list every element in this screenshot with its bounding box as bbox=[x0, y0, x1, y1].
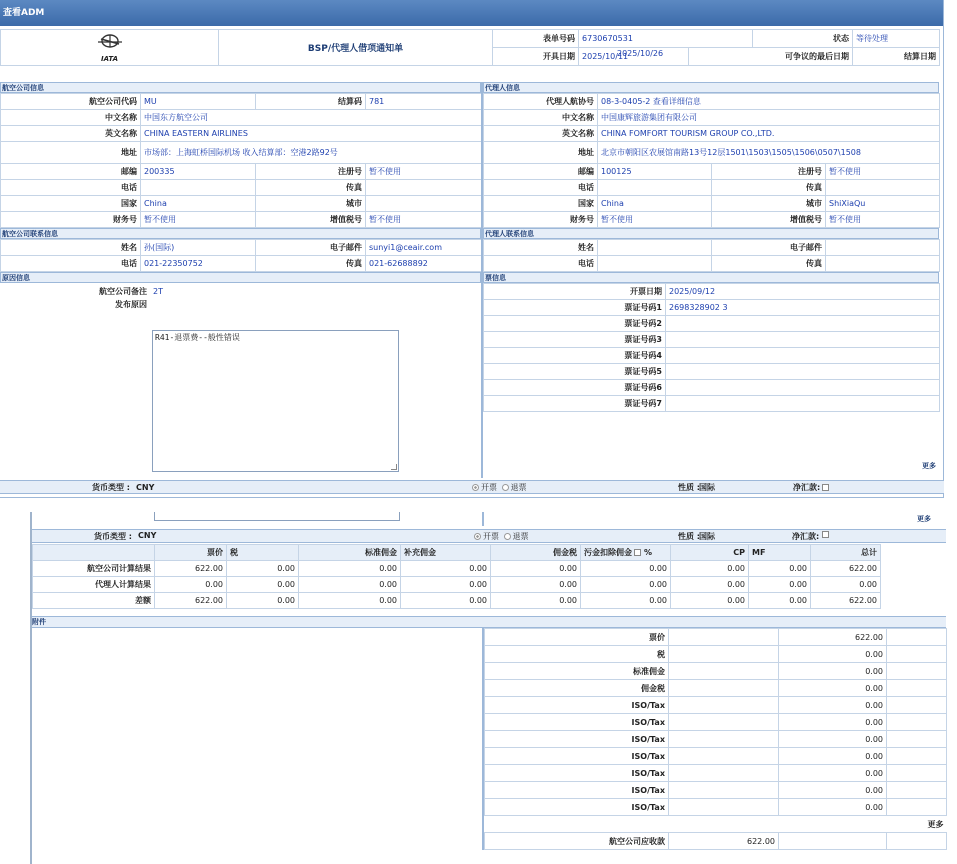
airline-contact-heading: 航空公司联系信息 bbox=[0, 228, 481, 239]
airline-tel-value bbox=[141, 180, 256, 196]
agent-cn-value: 中国康辉旅游集团有限公司 bbox=[598, 110, 940, 126]
calc-cell: 0.00 bbox=[401, 593, 491, 609]
currency-label-2: 货币类型 : bbox=[94, 532, 132, 541]
summary-value: 0.00 bbox=[779, 680, 887, 697]
issue-radio-label: 开票 bbox=[481, 483, 497, 492]
open-date-label: 开具日期 bbox=[493, 48, 579, 66]
agent-tel-value bbox=[598, 180, 712, 196]
calculation-window bbox=[30, 512, 944, 864]
calc-header-deduct bbox=[581, 545, 671, 561]
calc-cell: 622.00 bbox=[811, 561, 881, 577]
summary-label: ISO/Tax bbox=[485, 731, 669, 748]
summary-value: 0.00 bbox=[779, 799, 887, 816]
agent-city-value: ShiXiaQu bbox=[826, 196, 940, 212]
summary-more-link[interactable]: 更多 bbox=[485, 816, 947, 833]
calc-table bbox=[32, 544, 947, 609]
calc-cell: 0.00 bbox=[581, 561, 671, 577]
attachment-heading: 附件 bbox=[32, 616, 946, 628]
open-date-value: 2025/10/11 bbox=[579, 48, 689, 66]
reason-label: 发布原因 bbox=[115, 300, 147, 309]
airline-en-label: 英文名称 bbox=[1, 126, 141, 142]
calc-cell: 0.00 bbox=[227, 561, 299, 577]
agent-contact-email-label: 电子邮件 bbox=[712, 240, 826, 256]
calc-cell: 622.00 bbox=[155, 593, 227, 609]
calc-row-diff bbox=[33, 593, 947, 609]
agent-country-value: China bbox=[598, 196, 712, 212]
agent-tel-label: 电话 bbox=[484, 180, 598, 196]
agent-vat-value: 暂不使用 bbox=[826, 212, 940, 228]
ticket-no-label-2: 票证号码2 bbox=[484, 316, 666, 332]
calc-header-total: 总计 bbox=[811, 545, 881, 561]
calc-row-label: 差额 bbox=[33, 593, 155, 609]
settle-code-label: 结算码 bbox=[256, 94, 366, 110]
calc-cell: 622.00 bbox=[155, 561, 227, 577]
airline-vat-label: 增值税号 bbox=[256, 212, 366, 228]
settle-date-label: 结算日期 bbox=[853, 48, 940, 66]
airline-contact-email-value: sunyi1@ceair.com bbox=[366, 240, 482, 256]
agent-contact-fax-label: 传真 bbox=[712, 256, 826, 272]
ticket-no-value-2 bbox=[666, 316, 940, 332]
ticket-no-value-5 bbox=[666, 364, 940, 380]
document-title: BSP/代理人借项通知单 bbox=[219, 30, 493, 66]
net-remit-checkbox[interactable] bbox=[822, 484, 829, 491]
iata-logo-text: IATA bbox=[100, 54, 118, 63]
calc-cell: 0.00 bbox=[671, 593, 749, 609]
status-value: 等待处理 bbox=[853, 30, 940, 48]
airline-zip-value: 200335 bbox=[141, 164, 256, 180]
reason-table bbox=[0, 283, 481, 315]
summary-value: 0.00 bbox=[779, 646, 887, 663]
agent-en-value: CHINA FOMFORT TOURISM GROUP CO.,LTD. bbox=[598, 126, 940, 142]
issue-date-label: 开票日期 bbox=[484, 284, 666, 300]
summary-label: 票价 bbox=[485, 629, 669, 646]
receivable-label: 航空公司应收款 bbox=[485, 833, 669, 850]
airline-city-label: 城市 bbox=[256, 196, 366, 212]
airline-tel-label: 电话 bbox=[1, 180, 141, 196]
net-remit-label-2: 净汇款: bbox=[792, 532, 820, 541]
airline-fin-label: 财务号 bbox=[1, 212, 141, 228]
form-no-label: 表单号码 bbox=[493, 30, 579, 48]
net-remit-checkbox-2[interactable] bbox=[822, 531, 829, 538]
calc-header-pct: % bbox=[644, 548, 653, 557]
summary-label: 佣金税 bbox=[485, 680, 669, 697]
calc-cell: 0.00 bbox=[491, 593, 581, 609]
airline-city-value bbox=[366, 196, 482, 212]
ticket-no-label-6: 票证号码6 bbox=[484, 380, 666, 396]
agent-addr-label: 地址 bbox=[484, 142, 598, 164]
net-remit-label: 净汇款: bbox=[793, 483, 821, 492]
calc-cell: 0.00 bbox=[155, 577, 227, 593]
airline-info-table bbox=[0, 93, 482, 228]
ticket-no-label-7: 票证号码7 bbox=[484, 396, 666, 412]
calc-cell: 0.00 bbox=[811, 577, 881, 593]
summary-value: 622.00 bbox=[779, 629, 887, 646]
agent-contact-tel-value bbox=[598, 256, 712, 272]
airline-country-value: China bbox=[141, 196, 256, 212]
airline-vat-value: 暂不使用 bbox=[366, 212, 482, 228]
airline-contact-name-label: 姓名 bbox=[1, 240, 141, 256]
ticket-heading: 票信息 bbox=[483, 272, 939, 283]
agent-reg-value: 暂不使用 bbox=[826, 164, 940, 180]
calc-cell: 0.00 bbox=[401, 577, 491, 593]
agent-fax-label: 传真 bbox=[712, 180, 826, 196]
calc-cell: 0.00 bbox=[749, 561, 811, 577]
calc-header-std-comm: 标准佣金 bbox=[299, 545, 401, 561]
airline-contact-fax-value: 021-62688892 bbox=[366, 256, 482, 272]
airline-reg-label: 注册号 bbox=[256, 164, 366, 180]
form-no-value: 6730670531 bbox=[579, 30, 753, 48]
calc-cell: 0.00 bbox=[401, 561, 491, 577]
currency-label: 货币类型 : bbox=[92, 483, 130, 492]
summary-value: 0.00 bbox=[779, 731, 887, 748]
airline-info-section bbox=[0, 82, 481, 315]
resize-handle-icon[interactable] bbox=[391, 464, 397, 470]
document-header bbox=[0, 29, 940, 66]
summary-label: ISO/Tax bbox=[485, 782, 669, 799]
agent-fin-label: 财务号 bbox=[484, 212, 598, 228]
nature-value-2: 国际 bbox=[699, 532, 715, 541]
calc-cell: 622.00 bbox=[811, 593, 881, 609]
airline-fin-value: 暂不使用 bbox=[141, 212, 256, 228]
summary-value: 0.00 bbox=[779, 765, 887, 782]
airline-code-value: MU bbox=[141, 94, 256, 110]
airline-addr-value: 市场部：上海虹桥国际机场 收入结算部：空港2路92号 bbox=[141, 142, 482, 164]
agent-city-label: 城市 bbox=[712, 196, 826, 212]
calc-cell: 0.00 bbox=[299, 561, 401, 577]
agent-contact-table bbox=[483, 239, 940, 272]
ticket-no-label-5: 票证号码5 bbox=[484, 364, 666, 380]
calc-header-fare: 票价 bbox=[155, 545, 227, 561]
agent-zip-label: 邮编 bbox=[484, 164, 598, 180]
agent-contact-name-value bbox=[598, 240, 712, 256]
calc-row-label: 代理人计算结果 bbox=[33, 577, 155, 593]
summary-value: 0.00 bbox=[779, 748, 887, 765]
reason-text: R41-退票费--般性错误 bbox=[155, 333, 240, 342]
airline-contact-email-label: 电子邮件 bbox=[256, 240, 366, 256]
agent-country-label: 国家 bbox=[484, 196, 598, 212]
summary-value: 0.00 bbox=[779, 714, 887, 731]
agent-addr-value: 北京市朝阳区农展馆南路13号12层1501\1503\1505\1506\0507\1508 bbox=[598, 142, 940, 164]
agent-iata-label: 代理人航协号 bbox=[484, 94, 598, 110]
ticket-no-value-3 bbox=[666, 332, 940, 348]
airline-contact-name-value: 孙(国际) bbox=[141, 240, 256, 256]
airline-addr-label: 地址 bbox=[1, 142, 141, 164]
calc-header-row bbox=[33, 545, 947, 561]
calc-row-agent bbox=[33, 577, 947, 593]
airline-fax-label: 传真 bbox=[256, 180, 366, 196]
calc-cell: 0.00 bbox=[491, 577, 581, 593]
airline-contact-tel-value: 021-22350752 bbox=[141, 256, 256, 272]
status-label: 状态 bbox=[753, 30, 853, 48]
airline-cn-value: 中国东方航空公司 bbox=[141, 110, 482, 126]
agent-en-label: 英文名称 bbox=[484, 126, 598, 142]
agent-contact-name-label: 姓名 bbox=[484, 240, 598, 256]
ticket-no-value-1: 2698328902 3 bbox=[666, 300, 940, 316]
reason-heading: 原因信息 bbox=[0, 272, 481, 283]
iata-globe-icon bbox=[95, 33, 125, 57]
agent-info-table bbox=[483, 93, 940, 228]
calc-header-cp: CP bbox=[671, 545, 749, 561]
calc-cell: 0.00 bbox=[749, 593, 811, 609]
agent-zip-value: 100125 bbox=[598, 164, 712, 180]
agent-fax-value bbox=[826, 180, 940, 196]
agent-cn-label: 中文名称 bbox=[484, 110, 598, 126]
refund-radio[interactable] bbox=[502, 484, 509, 491]
calc-row-label: 航空公司计算结果 bbox=[33, 561, 155, 577]
agent-contact-tel-label: 电话 bbox=[484, 256, 598, 272]
ticket-no-value-4 bbox=[666, 348, 940, 364]
refund-radio-label: 退票 bbox=[510, 483, 527, 492]
issue-radio-label-2: 开票 bbox=[483, 532, 499, 541]
calc-cell: 0.00 bbox=[491, 561, 581, 577]
calc-cell: 0.00 bbox=[227, 577, 299, 593]
issue-radio[interactable] bbox=[472, 484, 479, 491]
nature-value: 国际 bbox=[699, 483, 715, 492]
airline-cn-label: 中文名称 bbox=[1, 110, 141, 126]
calc-cell: 0.00 bbox=[671, 577, 749, 593]
calc-header-tax: 税 bbox=[227, 545, 299, 561]
deduct-checkbox[interactable] bbox=[634, 549, 641, 556]
ticket-more-link[interactable]: 更多 bbox=[922, 462, 936, 470]
ticket-no-label-1: 票证号码1 bbox=[484, 300, 666, 316]
agent-contact-email-value bbox=[826, 240, 940, 256]
airline-country-label: 国家 bbox=[1, 196, 141, 212]
agent-contact-heading: 代理人联系信息 bbox=[483, 228, 939, 239]
refund-radio-label-2: 退票 bbox=[512, 532, 529, 541]
summary-label: ISO/Tax bbox=[485, 748, 669, 765]
airline-contact-table bbox=[0, 239, 482, 272]
summary-value: 0.00 bbox=[779, 782, 887, 799]
ticket-no-value-6 bbox=[666, 380, 940, 396]
dispute-date-label: 可争议的最后日期 bbox=[689, 48, 853, 66]
remark-value: 2T bbox=[153, 286, 163, 296]
calc-header-deduct-label: 污金扣除佣金 bbox=[584, 548, 632, 557]
iata-logo bbox=[1, 30, 219, 66]
refund-radio-2[interactable] bbox=[504, 533, 511, 540]
issue-radio-group-2 bbox=[472, 531, 529, 542]
calc-row-airline bbox=[33, 561, 947, 577]
calc-cell: 0.00 bbox=[299, 577, 401, 593]
summary-label: ISO/Tax bbox=[485, 714, 669, 731]
currency-value-2: CNY bbox=[138, 531, 157, 540]
summary-value: 0.00 bbox=[779, 697, 887, 714]
agent-info-section bbox=[483, 82, 939, 412]
ticket-no-label-4: 票证号码4 bbox=[484, 348, 666, 364]
calc-cell: 0.00 bbox=[671, 561, 749, 577]
calc-header-supp-comm: 补充佣金 bbox=[401, 545, 491, 561]
issue-date-value: 2025/09/12 bbox=[666, 284, 940, 300]
summary-label: 标准佣金 bbox=[485, 663, 669, 680]
agent-info-heading: 代理人信息 bbox=[483, 82, 939, 93]
agent-vat-label: 增值税号 bbox=[712, 212, 826, 228]
summary-label: ISO/Tax bbox=[485, 799, 669, 816]
summary-value: 0.00 bbox=[779, 663, 887, 680]
nature-label-2: 性质 : bbox=[678, 532, 700, 541]
airline-contact-tel-label: 电话 bbox=[1, 256, 141, 272]
reason-textarea[interactable] bbox=[152, 330, 399, 472]
settle-code-value: 781 bbox=[366, 94, 482, 110]
summary-table bbox=[484, 628, 947, 850]
currency-bar bbox=[0, 480, 944, 494]
calc-more-link[interactable]: 更多 bbox=[917, 515, 931, 523]
agent-reg-label: 注册号 bbox=[712, 164, 826, 180]
ticket-no-value-7 bbox=[666, 396, 940, 412]
ticket-table bbox=[483, 283, 940, 412]
airline-fax-value bbox=[366, 180, 482, 196]
calc-cell: 0.00 bbox=[581, 577, 671, 593]
airline-en-value: CHINA EASTERN AIRLINES bbox=[141, 126, 482, 142]
summary-label: ISO/Tax bbox=[485, 697, 669, 714]
currency-bar-2 bbox=[32, 529, 946, 543]
agent-contact-fax-value bbox=[826, 256, 940, 272]
airline-info-heading: 航空公司信息 bbox=[0, 82, 481, 93]
summary-label: ISO/Tax bbox=[485, 765, 669, 782]
calc-header-blank bbox=[33, 545, 155, 561]
calc-header-mf: MF bbox=[749, 545, 811, 561]
calc-cell: 0.00 bbox=[581, 593, 671, 609]
agent-iata-value[interactable]: 08-3-0405-2 查看详细信息 bbox=[598, 94, 940, 110]
issue-radio-2[interactable] bbox=[474, 533, 481, 540]
agent-fin-value: 暂不使用 bbox=[598, 212, 712, 228]
dispute-date-value: 2025/10/26 bbox=[617, 49, 664, 58]
calc-cell: 0.00 bbox=[749, 577, 811, 593]
receivable-value: 622.00 bbox=[669, 833, 779, 850]
airline-contact-fax-label: 传真 bbox=[256, 256, 366, 272]
airline-reg-value: 暂不使用 bbox=[366, 164, 482, 180]
calc-header-comm-tax: 佣金税 bbox=[491, 545, 581, 561]
airline-zip-label: 邮编 bbox=[1, 164, 141, 180]
nature-label: 性质 : bbox=[678, 483, 700, 492]
issue-radio-group bbox=[470, 481, 527, 495]
ticket-no-label-3: 票证号码3 bbox=[484, 332, 666, 348]
window-title: 查看ADM bbox=[3, 8, 45, 18]
airline-code-label: 航空公司代码 bbox=[1, 94, 141, 110]
currency-value: CNY bbox=[136, 483, 155, 492]
summary-label: 税 bbox=[485, 646, 669, 663]
window-titlebar bbox=[0, 0, 943, 26]
calc-cell: 0.00 bbox=[227, 593, 299, 609]
remark-label: 航空公司备注 bbox=[99, 286, 147, 296]
calc-cell: 0.00 bbox=[299, 593, 401, 609]
